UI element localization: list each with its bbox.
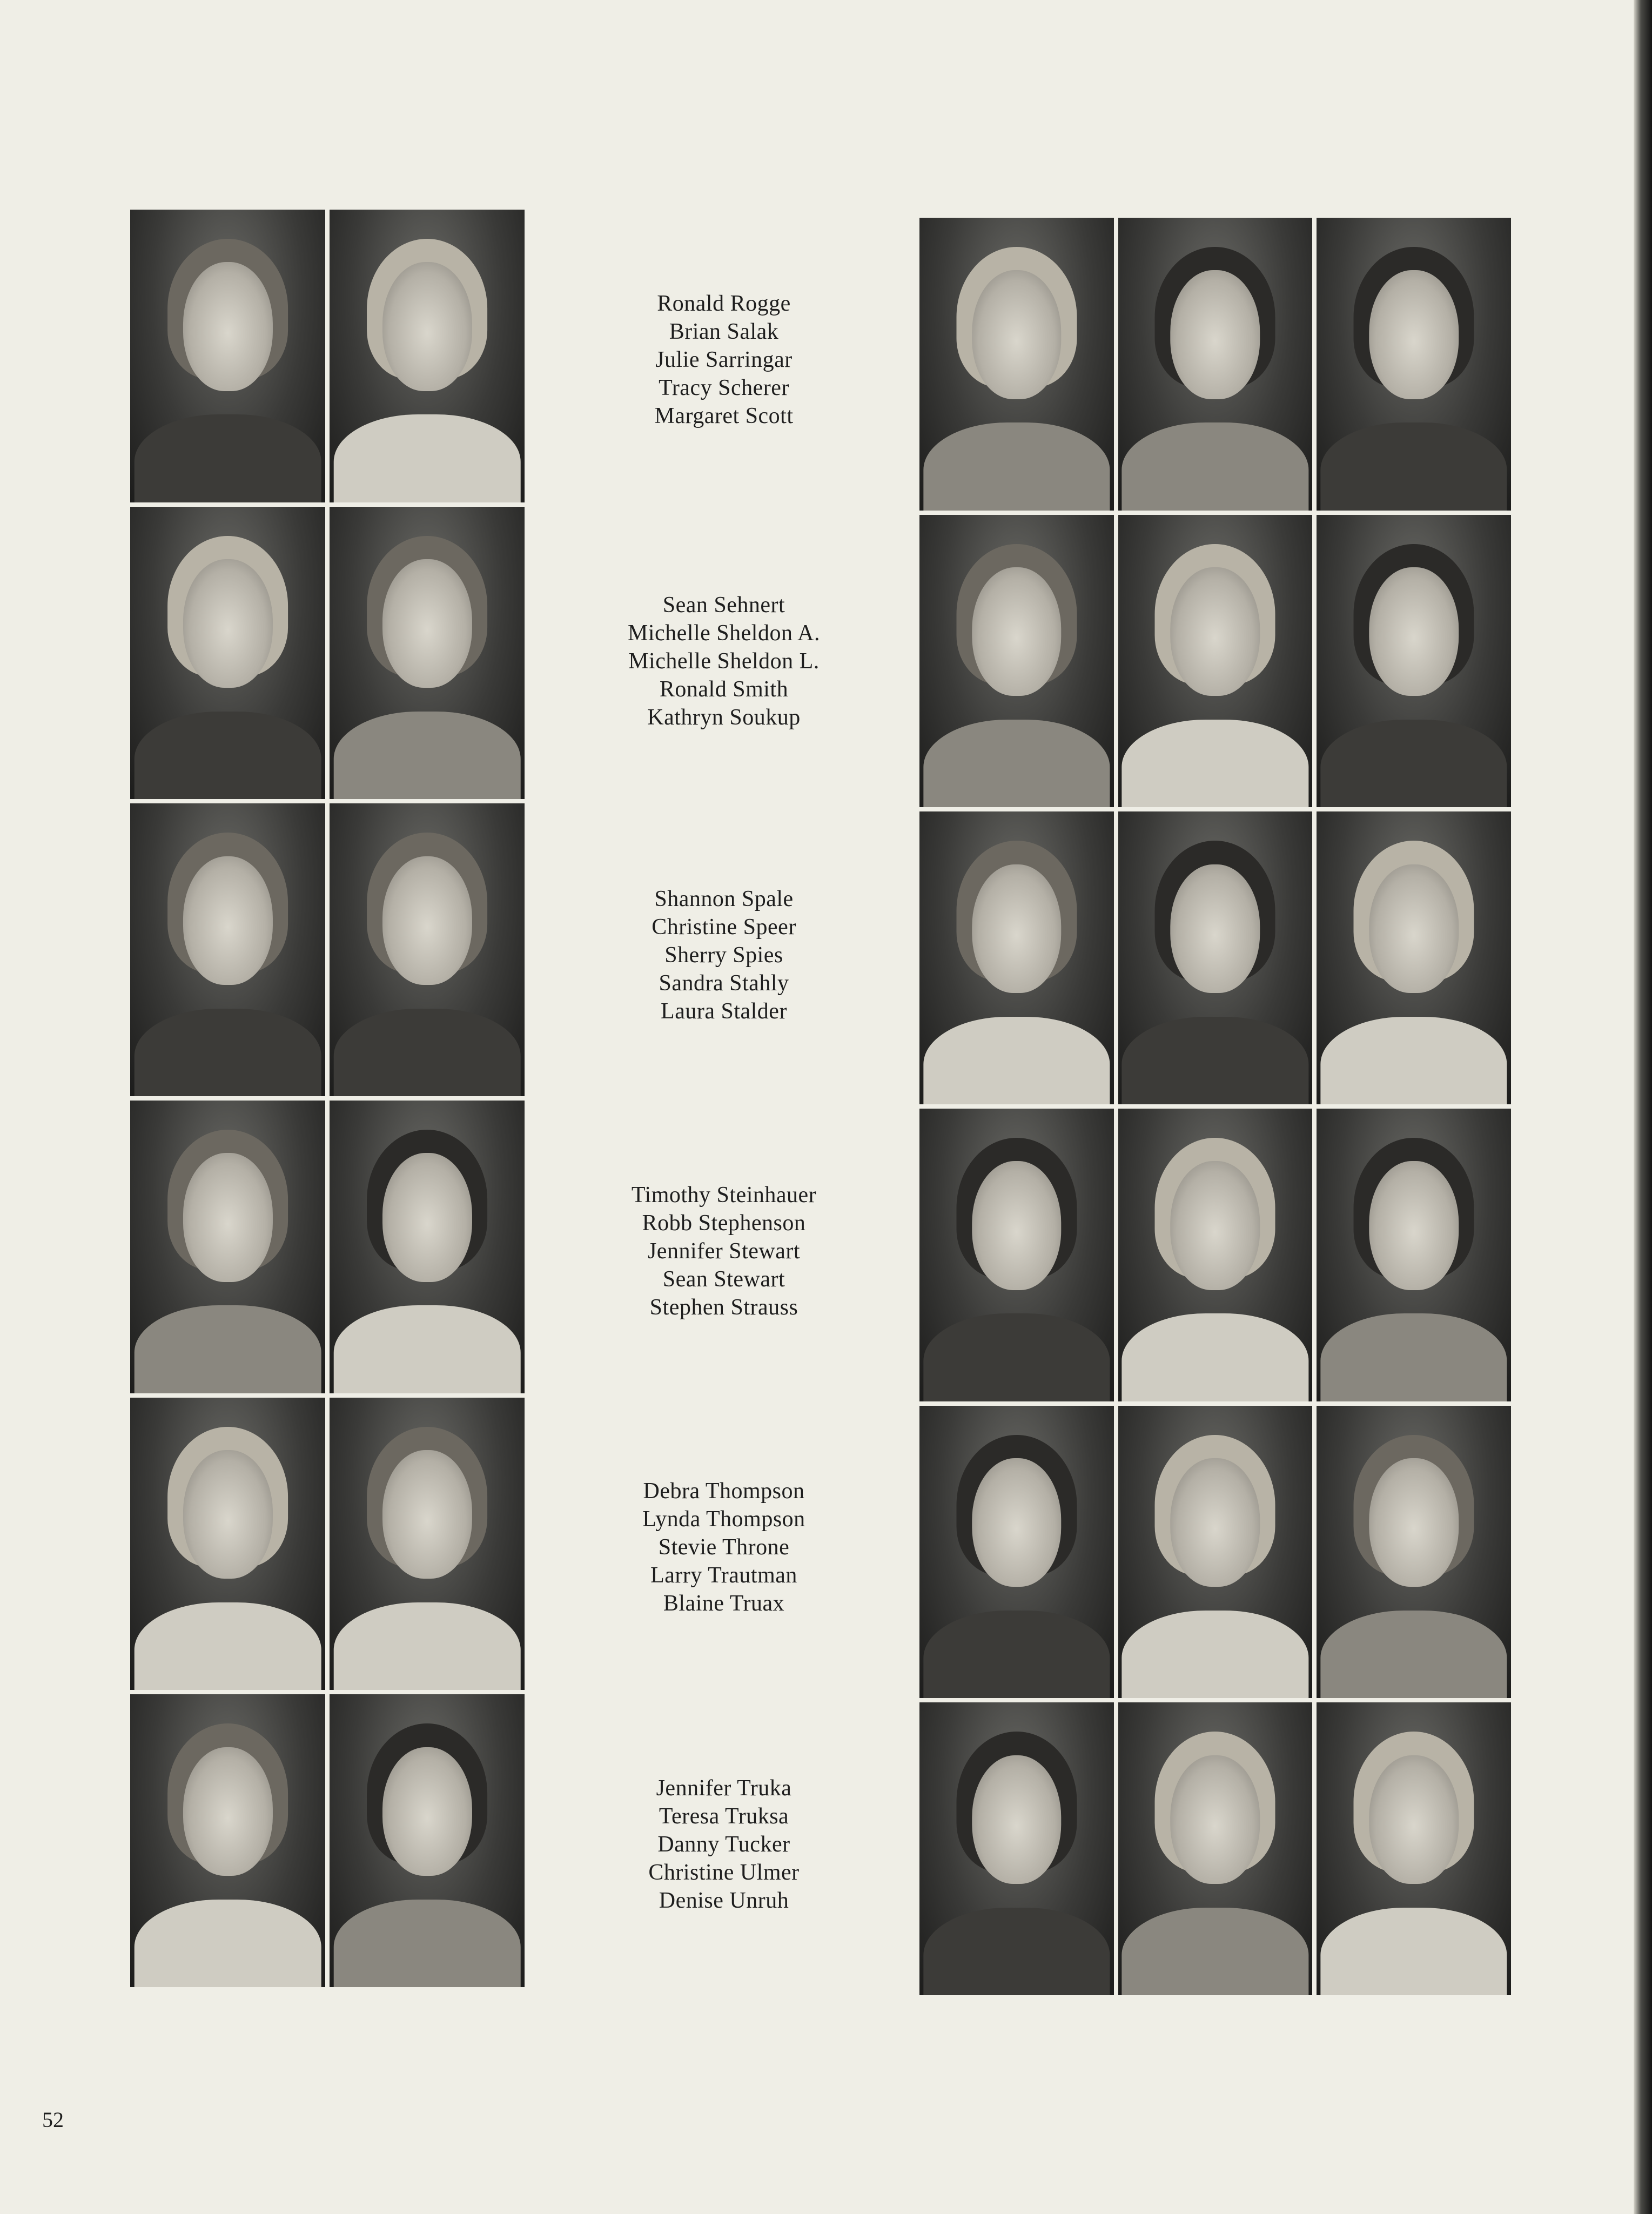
student-name: Ronald Rogge (657, 291, 791, 316)
book-spine-shadow (1634, 0, 1652, 2214)
student-name: Lynda Thompson (642, 1507, 805, 1532)
student-name: Sandra Stahly (659, 971, 789, 996)
name-group (583, 885, 864, 1025)
student-photo (1118, 218, 1313, 511)
student-photo (330, 1398, 525, 1690)
student-photo (330, 210, 525, 502)
student-name: Christine Speer (652, 915, 796, 940)
left-photo-grid (130, 210, 525, 1987)
student-photo (330, 1694, 525, 1987)
student-photo (1317, 515, 1511, 808)
student-name: Christine Ulmer (648, 1860, 800, 1885)
student-photo (919, 515, 1114, 808)
student-name: Timothy Steinhauer (631, 1183, 817, 1207)
student-photo (919, 1109, 1114, 1401)
student-name: Brian Salak (669, 319, 779, 344)
student-name: Robb Stephenson (642, 1211, 806, 1236)
name-group (583, 1477, 864, 1618)
name-group (583, 1181, 864, 1321)
student-name: Kathryn Soukup (647, 705, 801, 730)
student-photo (1118, 1109, 1313, 1401)
student-name: Blaine Truax (663, 1591, 785, 1616)
name-group (583, 591, 864, 732)
student-name: Michelle Sheldon L. (628, 649, 820, 674)
student-photo (1317, 1702, 1511, 1995)
student-photo (1317, 1406, 1511, 1699)
right-photo-grid (919, 218, 1511, 1995)
student-name: Stephen Strauss (649, 1295, 798, 1320)
student-photo (919, 1406, 1114, 1699)
student-photo (919, 811, 1114, 1104)
student-name: Michelle Sheldon A. (628, 621, 820, 646)
student-name: Margaret Scott (654, 404, 794, 428)
student-name: Teresa Truksa (659, 1804, 789, 1829)
student-photo (130, 210, 325, 502)
student-name: Denise Unruh (659, 1888, 789, 1913)
student-name: Danny Tucker (657, 1832, 790, 1857)
student-name: Tracy Scherer (659, 375, 789, 400)
student-name: Stevie Throne (658, 1535, 790, 1560)
student-name: Sean Sehnert (662, 593, 785, 618)
student-photo (1317, 218, 1511, 511)
student-photo (130, 507, 325, 800)
student-name: Debra Thompson (643, 1479, 805, 1504)
student-name: Jennifer Stewart (647, 1239, 801, 1264)
student-name: Ronald Smith (659, 677, 789, 702)
student-photo (1118, 515, 1313, 808)
student-photo (1118, 811, 1313, 1104)
student-photo (130, 1694, 325, 1987)
student-name: Larry Trautman (650, 1563, 797, 1588)
student-name: Shannon Spale (654, 887, 794, 911)
student-photo (1118, 1702, 1313, 1995)
student-photo (130, 1101, 325, 1393)
student-photo (330, 1101, 525, 1393)
name-group (583, 1774, 864, 1915)
student-photo (1317, 811, 1511, 1104)
student-name: Jennifer Truka (656, 1776, 792, 1801)
name-group (583, 290, 864, 430)
student-name: Sean Stewart (662, 1267, 785, 1292)
student-photo (1317, 1109, 1511, 1401)
student-photo (919, 218, 1114, 511)
student-photo (1118, 1406, 1313, 1699)
student-photo (330, 803, 525, 1096)
student-photo (919, 1702, 1114, 1995)
student-name: Laura Stalder (661, 999, 787, 1024)
student-name: Julie Sarringar (655, 347, 793, 372)
student-photo (130, 1398, 325, 1690)
student-name: Sherry Spies (664, 943, 783, 968)
page-number: 52 (42, 2108, 64, 2132)
student-photo (330, 507, 525, 800)
student-photo (130, 803, 325, 1096)
